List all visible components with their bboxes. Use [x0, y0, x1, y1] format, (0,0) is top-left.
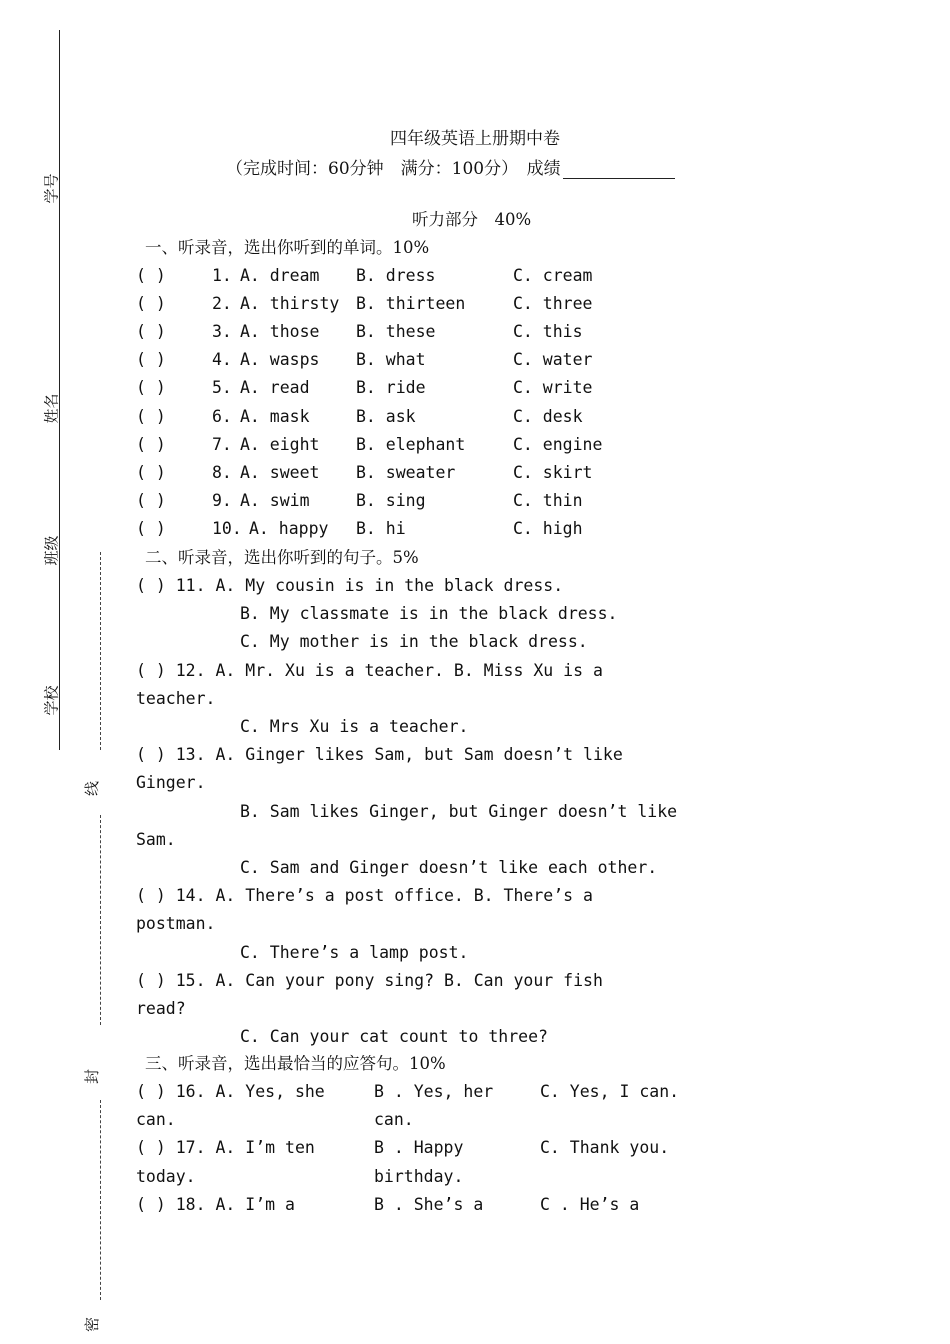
q9-option-b: B. sing	[356, 490, 426, 510]
part3-cell-mid: birthday.	[374, 1166, 464, 1186]
q1-option-a: A. dream	[240, 266, 320, 285]
part3-cell-left: ( ) 18. A. I’m a	[136, 1194, 295, 1214]
part2-line: postman.	[136, 914, 216, 934]
part3-cell-right: C. Thank you.	[540, 1138, 670, 1158]
q5-answer-blank[interactable]: ( )	[136, 378, 166, 398]
part2-line: B. My classmate is in the black dress.	[240, 604, 618, 624]
part3-cell-right: C . He’s a	[540, 1194, 640, 1214]
seal-dashed-line-3	[100, 1100, 101, 1300]
q8-answer-blank[interactable]: ( )	[136, 462, 166, 482]
score-blank[interactable]	[563, 162, 675, 179]
q4-answer-blank[interactable]: ( )	[136, 350, 166, 370]
margin-label-student-number: 学号	[42, 173, 61, 204]
q8-number: 8.	[212, 462, 232, 482]
q2-option-c: C. three	[513, 294, 593, 314]
exam-info	[226, 154, 675, 179]
part3-cell-mid: B . Happy	[374, 1138, 464, 1158]
q6-option-b: B. ask	[356, 406, 416, 426]
q4-option-c: C. water	[513, 350, 593, 370]
part1-title: 一、听录音，选出你听到的单词。10%	[145, 238, 430, 257]
q6-option-c: C. desk	[513, 406, 583, 426]
margin-label-class: 班级	[42, 535, 61, 566]
part2-line: C. There’s a lamp post.	[240, 942, 469, 962]
q2-number: 2.	[212, 294, 232, 314]
q9-option-c: C. thin	[513, 490, 583, 510]
q3-answer-blank[interactable]: ( )	[136, 322, 166, 342]
q2-option-b: B. thirteen	[356, 294, 466, 314]
part2-line: ( ) 13. A. Ginger likes Sam, but Sam doesn’t like	[136, 745, 623, 765]
q8-option-b: B. sweater	[356, 462, 456, 482]
q6-option-a: A. mask	[240, 406, 310, 426]
part3-cell-mid: B . Yes, her	[374, 1082, 494, 1101]
q3-option-c: C. this	[513, 322, 583, 342]
q3-option-b: B. these	[356, 322, 436, 342]
q10-option-b: B. hi	[356, 518, 406, 538]
listening-heading: 听力部分 40%	[412, 210, 532, 229]
q10-option-c: C. high	[513, 518, 583, 538]
q4-option-a: A. wasps	[240, 350, 320, 370]
q4-number: 4.	[212, 350, 232, 370]
q7-option-a: A. eight	[240, 434, 320, 454]
q4-option-b: B. what	[356, 350, 426, 370]
part3-cell-left: today.	[136, 1166, 196, 1186]
seal-dashed-line-2	[100, 815, 101, 1025]
part3-cell-mid: B . She’s a	[374, 1194, 484, 1214]
q5-number: 5.	[212, 378, 232, 398]
q2-answer-blank[interactable]: ( )	[136, 294, 166, 314]
part3-cell-mid: can.	[374, 1110, 414, 1130]
part3-cell-left: can.	[136, 1110, 176, 1130]
seal-word-line: 线	[83, 780, 102, 797]
seal-word-secret: 密	[83, 1316, 102, 1333]
q5-option-b: B. ride	[356, 378, 426, 398]
q8-option-c: C. skirt	[513, 462, 593, 482]
q10-number: 10.	[212, 518, 242, 538]
q1-answer-blank[interactable]: ( )	[136, 266, 166, 285]
part3-cell-left: ( ) 17. A. I’m ten	[136, 1138, 315, 1158]
part2-line: ( ) 14. A. There’s a post office. B. There’s a	[136, 886, 593, 906]
part2-line: read?	[136, 999, 186, 1018]
part2-title: 二、听录音，选出你听到的句子。5%	[145, 548, 419, 567]
q7-answer-blank[interactable]: ( )	[136, 434, 166, 454]
q10-option-a: A. happy	[249, 518, 329, 538]
part3-cell-left: ( ) 16. A. Yes, she	[136, 1082, 325, 1101]
q6-answer-blank[interactable]: ( )	[136, 406, 166, 426]
q9-option-a: A. swim	[240, 490, 310, 510]
part2-line: ( ) 12. A. Mr. Xu is a teacher. B. Miss Xu is a	[136, 660, 603, 680]
q8-option-a: A. sweet	[240, 462, 320, 482]
part2-line: ( ) 11. A. My cousin is in the black dress.	[136, 576, 564, 595]
q2-option-a: A. thirsty	[240, 294, 340, 314]
margin-label-school: 学校	[42, 685, 61, 716]
q3-option-a: A. those	[240, 322, 320, 342]
q1-option-b: B. dress	[356, 266, 436, 285]
part3-title: 三、听录音，选出最恰当的应答句。10%	[145, 1054, 446, 1073]
part2-line: C. Sam and Ginger doesn’t like each other.	[240, 858, 658, 877]
seal-dashed-line-1	[100, 552, 101, 750]
margin-label-name: 姓名	[42, 393, 61, 424]
part2-line: B. Sam likes Ginger, but Ginger doesn’t like	[240, 801, 678, 821]
part2-line: C. Can your cat count to three?	[240, 1027, 548, 1047]
q6-number: 6.	[212, 406, 232, 426]
exam-info-text: （完成时间：60分钟 满分：100分） 成绩	[226, 159, 561, 179]
part2-line: Sam.	[136, 829, 176, 849]
q10-answer-blank[interactable]: ( )	[136, 518, 166, 538]
q9-number: 9.	[212, 490, 232, 510]
part2-line: ( ) 15. A. Can your pony sing? B. Can your fish	[136, 970, 603, 990]
part3-cell-right: C. Yes, I can.	[540, 1082, 680, 1101]
q1-number: 1.	[212, 266, 232, 285]
q7-option-c: C. engine	[513, 434, 603, 454]
q5-option-c: C. write	[513, 378, 593, 398]
seal-word-seal: 封	[83, 1068, 102, 1085]
part2-line: C. Mrs Xu is a teacher.	[240, 717, 469, 736]
exam-title: 四年级英语上册期中卷	[390, 129, 560, 149]
q7-number: 7.	[212, 434, 232, 454]
q9-answer-blank[interactable]: ( )	[136, 490, 166, 510]
q5-option-a: A. read	[240, 378, 310, 398]
part2-line: C. My mother is in the black dress.	[240, 632, 588, 652]
part2-line: Ginger.	[136, 773, 206, 793]
q3-number: 3.	[212, 322, 232, 342]
q1-option-c: C. cream	[513, 266, 593, 285]
part2-line: teacher.	[136, 688, 216, 708]
q7-option-b: B. elephant	[356, 434, 466, 454]
